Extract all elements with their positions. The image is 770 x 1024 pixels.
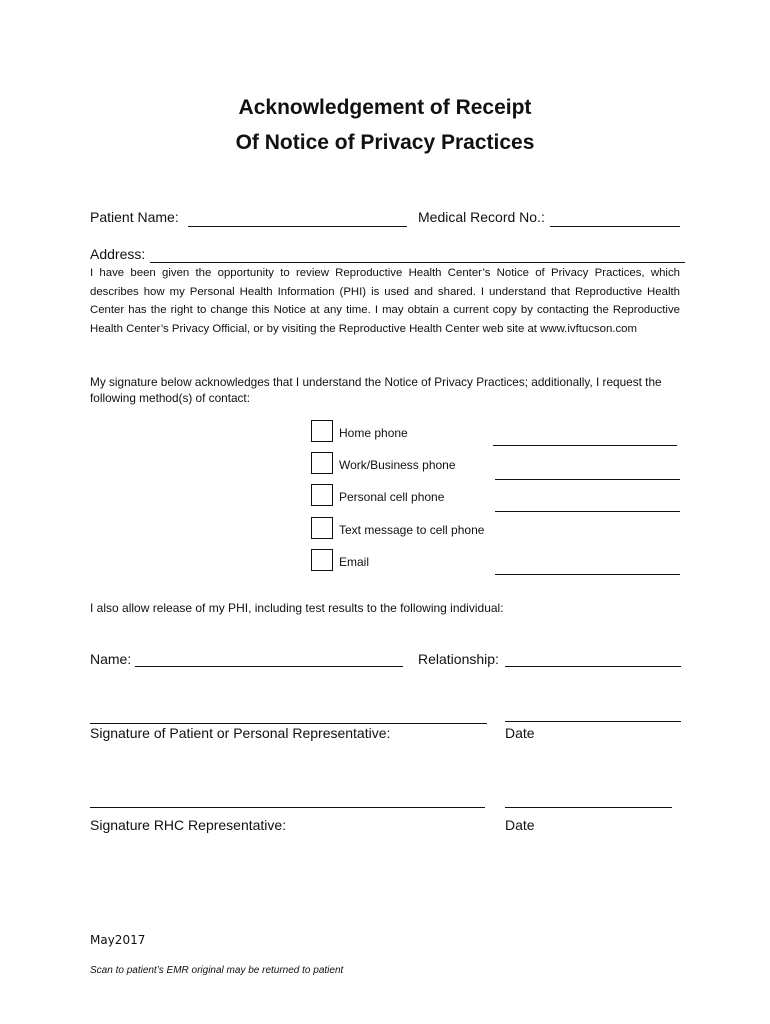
patient-signature-date-label: Date bbox=[505, 725, 535, 741]
patient-signature-date-field[interactable] bbox=[505, 721, 681, 722]
patient-signature-label: Signature of Patient or Personal Representative: bbox=[90, 725, 391, 741]
patient-signature-field[interactable] bbox=[90, 723, 487, 724]
name-field[interactable] bbox=[135, 666, 403, 667]
cell-phone-label: Personal cell phone bbox=[339, 490, 445, 504]
text-message-checkbox[interactable] bbox=[311, 517, 333, 539]
relationship-label: Relationship: bbox=[418, 651, 499, 667]
footer-note: Scan to patient’s EMR original may be returned to patient bbox=[90, 965, 344, 976]
name-label: Name: bbox=[90, 651, 132, 667]
release-text: I also allow release of my PHI, including test results to the following individual: bbox=[90, 601, 504, 615]
work-phone-checkbox[interactable] bbox=[311, 452, 333, 474]
work-phone-label: Work/Business phone bbox=[339, 458, 456, 472]
address-label: Address: bbox=[90, 246, 146, 262]
rhc-signature-date-label: Date bbox=[505, 817, 535, 833]
email-field[interactable] bbox=[495, 574, 680, 575]
cell-phone-field[interactable] bbox=[495, 511, 680, 512]
address-field[interactable] bbox=[150, 262, 685, 263]
rhc-signature-label: Signature RHC Representative: bbox=[90, 817, 287, 833]
rhc-signature-date-field[interactable] bbox=[505, 807, 672, 808]
relationship-field[interactable] bbox=[505, 666, 681, 667]
home-phone-field[interactable] bbox=[493, 445, 677, 446]
title-line-1: Acknowledgement of Receipt bbox=[238, 96, 532, 119]
work-phone-field[interactable] bbox=[495, 479, 680, 480]
rhc-signature-field[interactable] bbox=[90, 807, 485, 808]
home-phone-checkbox[interactable] bbox=[311, 420, 333, 442]
title-line-2: Of Notice of Privacy Practices bbox=[235, 131, 535, 154]
email-label: Email bbox=[339, 555, 370, 569]
patient-name-label: Patient Name: bbox=[90, 209, 179, 225]
medical-record-label: Medical Record No.: bbox=[418, 209, 545, 225]
privacy-notice-paragraph: I have been given the opportunity to review Reproductive Health Center’s Notice of Privacy Practices, which describes how my Personal Health Information (PHI) is used and shared. I understand that Reproductive Health Center has the right to change this Notice at any time. I may obtain a current copy by contacting the Reproductive Health Center’s Privacy Official, or by visiting the Reproductive Health Center web site at www.ivftucson.com bbox=[90, 267, 680, 335]
email-checkbox[interactable] bbox=[311, 549, 333, 571]
text-message-label: Text message to cell phone bbox=[339, 523, 485, 537]
home-phone-label: Home phone bbox=[339, 426, 408, 440]
signature-acknowledgement-paragraph: My signature below acknowledges that I understand the Notice of Privacy Practices; additionally, I request the following method(s) of contact: bbox=[90, 375, 662, 405]
cell-phone-checkbox[interactable] bbox=[311, 484, 333, 506]
patient-name-field[interactable] bbox=[188, 226, 407, 227]
footer-date: May2017 bbox=[90, 933, 146, 947]
medical-record-field[interactable] bbox=[550, 226, 680, 227]
